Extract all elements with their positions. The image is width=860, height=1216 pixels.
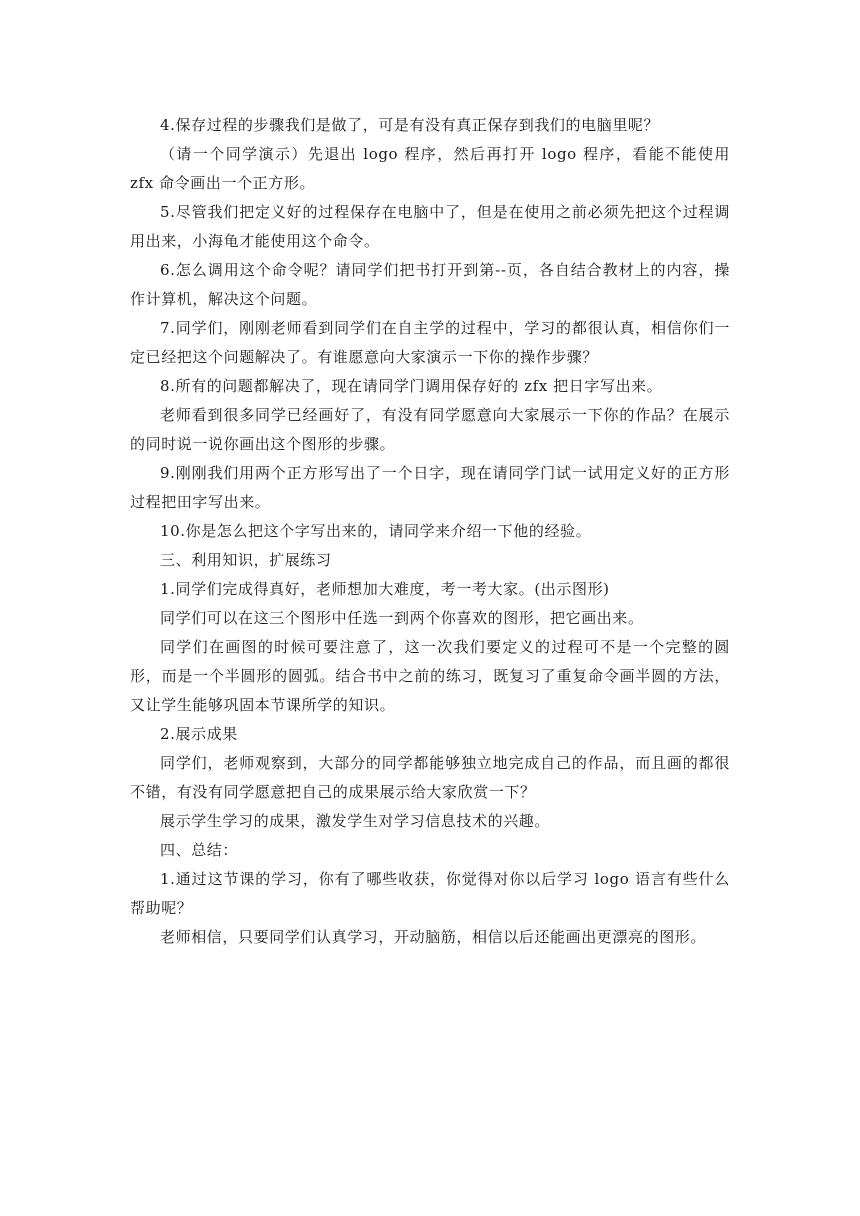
paragraph-step-6: 6.怎么调用这个命令呢？请同学们把书打开到第--页，各自结合教材上的内容，操作计算机，解决这个问题。 xyxy=(130,261,730,308)
paragraph-closing: 老师相信，只要同学们认真学习，开动脑筋，相信以后还能画出更漂亮的图形。 xyxy=(160,928,707,946)
paragraph-step-4: 4.保存过程的步骤我们是做了，可是有没有真正保存到我们的电脑里呢？ xyxy=(160,116,660,134)
document-body xyxy=(130,111,730,952)
paragraph-step-8: 8.所有的问题都解决了，现在请同学门调用保存好的 zfx 把日字写出来。 xyxy=(160,377,663,395)
paragraph-extend-2: 2.展示成果 xyxy=(160,725,238,743)
paragraph-demo: （请一个同学演示）先退出 logo 程序，然后再打开 logo 程序，看能不能使用 zfx 命令画出一个正方形。 xyxy=(130,145,730,192)
paragraph-choose-shapes: 同学们可以在这三个图形中任选一到两个你喜欢的图形，把它画出来。 xyxy=(160,609,644,627)
paragraph-semicircle: 同学们在画图的时候可要注意了，这一次我们要定义的过程可不是一个完整的圆形，而是一个半圆形的圆弧。结合书中之前的练习，既复习了重复命令画半圆的方法，又让学生能够巩固本节课所学的知识。 xyxy=(130,638,730,714)
paragraph-interest: 展示学生学习的成果，激发学生对学习信息技术的兴趣。 xyxy=(160,812,551,830)
paragraph-observe: 同学们，老师观察到，大部分的同学都能够独立地完成自己的作品，而且画的都很不错，有没有同学愿意把自己的成果展示给大家欣赏一下？ xyxy=(130,754,730,801)
section-heading-4: 四、总结： xyxy=(160,841,239,859)
paragraph-summary-1: 1.通过这节课的学习，你有了哪些收获，你觉得对你以后学习 logo 语言有些什么帮助呢？ xyxy=(130,870,730,917)
paragraph-step-10: 10.你是怎么把这个字写出来的，请同学来介绍一下他的经验。 xyxy=(160,522,592,540)
paragraph-extend-1: 1.同学们完成得真好，老师想加大难度，考一考大家。(出示图形) xyxy=(160,580,610,598)
paragraph-step-9: 9.刚刚我们用两个正方形写出了一个日字，现在请同学门试一试用定义好的正方形过程把田字写出来。 xyxy=(130,464,730,511)
paragraph-step-7: 7.同学们，刚刚老师看到同学们在自主学的过程中，学习的都很认真，相信你们一定已经把这个问题解决了。有谁愿意向大家演示一下你的操作步骤？ xyxy=(130,319,730,366)
paragraph-step-5: 5.尽管我们把定义好的过程保存在电脑中了，但是在使用之前必须先把这个过程调用出来，小海龟才能使用这个命令。 xyxy=(130,203,730,250)
section-heading-3: 三、利用知识，扩展练习 xyxy=(160,551,332,569)
paragraph-showcase: 老师看到很多同学已经画好了，有没有同学愿意向大家展示一下你的作品？在展示的同时说一说你画出这个图形的步骤。 xyxy=(130,406,730,453)
